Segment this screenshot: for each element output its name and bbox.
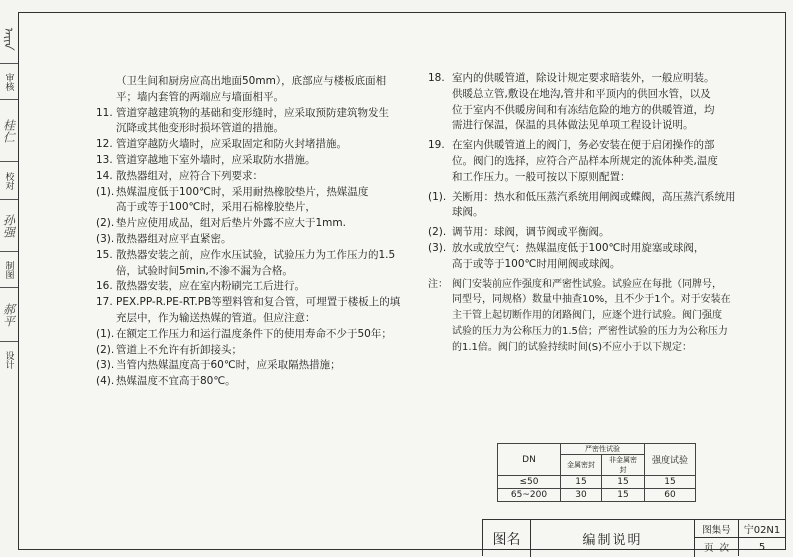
label-cell — [0, 252, 18, 288]
item-number: 18. — [428, 72, 445, 84]
item-number: (1). — [96, 185, 115, 198]
label-cell — [0, 162, 18, 200]
item-number: 17. — [96, 296, 113, 309]
text-line: 高于或等于100℃时，采用石棉橡胶垫片， — [116, 201, 316, 214]
left-column — [96, 74, 401, 390]
text-line: 平；墙内套管的两端应与墙面相平。 — [116, 90, 284, 103]
text-line: 球阀。 — [452, 206, 484, 219]
atlas-number: 宁02N1 — [739, 520, 785, 538]
item-number: (2). — [96, 217, 115, 230]
text-line: 试验的压力为公称压力的1.5倍；严密性试验的压力为公称压力 — [452, 325, 728, 337]
text-line: 主干管上起切断作用的闭路阀门，应逐个进行试验。阀门强度 — [452, 310, 722, 322]
text-line: 位于室内不供暖房间和有冻结危险的地方的供暖管道，均 — [452, 103, 715, 116]
item-number: 15. — [96, 248, 113, 261]
para-19 — [428, 138, 728, 185]
item-number: (4). — [96, 375, 115, 388]
cell-metal: 30 — [561, 489, 602, 502]
title-block — [482, 519, 786, 556]
cell-strength: 15 — [645, 476, 696, 489]
table-header-row — [498, 444, 696, 455]
sub-item-1 — [96, 327, 396, 343]
item-number: (3). — [428, 241, 447, 254]
text-line: 同型号，同规格）数量中抽查10%，且不少于1个。对于安装在 — [452, 294, 731, 306]
item-number: (2). — [96, 343, 115, 356]
item-number: 13. — [96, 153, 113, 166]
checker-signature: 桂仁 — [1, 118, 16, 143]
valve-test-table — [497, 443, 696, 502]
text-line: 和工作压力。一般可按以下原则配置： — [452, 170, 631, 183]
text-line: 管道穿越建筑物的基础和变形缝时，应采取预防建筑物发生 — [116, 106, 389, 119]
sub-item-2 — [428, 225, 728, 241]
sub-item-2 — [96, 216, 396, 232]
para-12 — [96, 137, 396, 153]
cell-nonmetal: 15 — [602, 489, 645, 502]
cell-metal: 15 — [561, 476, 602, 489]
text-line: 关断用：热水和低压蒸汽系统用闸阀或蝶阀，高压蒸汽系统用 — [452, 190, 736, 203]
text-line: 在额定工作压力和运行温度条件下的使用寿命不少于50年； — [116, 327, 392, 340]
table-row — [498, 476, 696, 489]
cell-dn: 65~200 — [498, 489, 561, 502]
para-18 — [428, 71, 728, 134]
label-cell — [0, 64, 18, 100]
item-number: (1). — [96, 327, 115, 340]
reviewer-signature: ᠠᠢᠨ — [1, 26, 16, 49]
right-column — [428, 71, 736, 356]
para-continuation — [96, 74, 396, 106]
item-number: 11. — [96, 106, 113, 119]
header-tightness: 严密性试验 — [561, 444, 645, 455]
signature-strip — [0, 12, 18, 550]
note-label: 注： — [428, 278, 448, 290]
item-number: 19. — [428, 139, 445, 152]
drawing-title: 编制说明 — [531, 520, 695, 557]
text-line: 散热器安装之前，应作水压试验，试验压力为工作压力的1.5 — [116, 248, 396, 261]
text-line: 管道穿越地下室外墙时，应采取防水措施。 — [116, 153, 316, 166]
item-number: (2). — [428, 226, 447, 239]
text-line: 阀门安装前应作强度和严密性试验。试验应在每批（同牌号， — [452, 278, 722, 290]
text-line: 管道上不允许有折卸接头； — [116, 343, 242, 356]
para-15 — [96, 248, 396, 280]
para-14 — [96, 169, 396, 185]
designer-signature: 郝平 — [1, 302, 16, 327]
text-line: 在室内供暖管道上的阀门，务必安装在便于启闭操作的部 — [452, 139, 715, 152]
drawing-name-label: 图名 — [483, 520, 531, 557]
para-13 — [96, 153, 396, 169]
text-line: 热媒温度不宜高于80℃。 — [116, 375, 236, 388]
para-17 — [96, 295, 401, 327]
cell-strength: 60 — [645, 489, 696, 502]
header-nonmetal-seal: 非金属密封 — [602, 455, 645, 476]
text-line: 的1.1倍。阀门的试验持续时间(S)不应小于以下规定： — [452, 341, 693, 353]
atlas-number-label: 图集号 — [695, 520, 739, 538]
note-paragraph — [428, 277, 731, 356]
text-line: 高于或等于100℃时用闸阀或球阀。 — [452, 257, 621, 270]
para-11 — [96, 106, 396, 138]
item-number: 12. — [96, 138, 113, 151]
signature-cell — [0, 288, 18, 342]
text-line: 管道穿越防火墙时，应采取固定和防火封堵措施。 — [116, 138, 347, 151]
label-cell — [0, 342, 18, 378]
text-line: 热媒温度低于100℃时，采用耐热橡胶垫片，热媒温度 — [116, 185, 369, 198]
sub-item-1 — [428, 190, 736, 222]
drafter-signature: 孙强 — [1, 213, 16, 238]
text-line: PEX.PP-R.PE-RT.PB等塑料管和复合管，可埋置于楼板上的填 — [116, 296, 401, 309]
sub-item-1 — [96, 185, 396, 217]
header-strength: 强度试验 — [645, 444, 696, 476]
text-line: 散热器安装，应在室内粉刷完工后进行。 — [116, 280, 305, 293]
signature-cell — [0, 12, 18, 64]
sub-item-3 — [96, 232, 396, 248]
signature-cell — [0, 200, 18, 252]
check-label: 校对 — [3, 171, 14, 190]
text-line: 放水或放空气：热媒温度低于100℃时用旋塞或球阀， — [452, 241, 705, 254]
sub-item-3 — [428, 241, 728, 273]
sub-item-2 — [96, 343, 396, 359]
cell-dn: ≤50 — [498, 476, 561, 489]
text-line: 当管内热媒温度高于60℃时，应采取隔热措施； — [116, 359, 341, 372]
item-number: (1). — [428, 190, 447, 203]
header-dn: DN — [498, 444, 561, 476]
text-line: 供暖总立管,敷设在地沟,管井和平顶内的供回水管，以及 — [452, 87, 711, 100]
text-line: 室内的供暖管道，除设计规定要求暗装外，一般应明装。 — [452, 72, 715, 84]
item-number: (3). — [96, 232, 115, 245]
text-line: 沉降或其他变形时损坏管道的措施。 — [116, 122, 284, 135]
text-line: 散热器组对，应符合下列要求： — [116, 169, 263, 182]
sub-item-4 — [96, 374, 396, 390]
design-label: 设计 — [3, 351, 14, 369]
text-line: 需进行保温，保温的具体做法见单项工程设计说明。 — [452, 119, 694, 132]
text-line: 散热器组对应平直紧密。 — [116, 232, 232, 245]
para-16 — [96, 279, 396, 295]
item-number: 16. — [96, 280, 113, 293]
page-number: 5 — [758, 541, 766, 553]
table-row — [498, 489, 696, 502]
text-line: 垫片应使用成品，组对后垫片外露不应大于1mm. — [116, 217, 346, 230]
cell-nonmetal: 15 — [602, 476, 645, 489]
text-line: 充层中，作为输送热媒的管道。但应注意： — [116, 311, 316, 324]
sub-item-3 — [96, 358, 396, 374]
item-number: 14. — [96, 169, 113, 182]
review-label: 审核 — [3, 72, 14, 91]
text-line: 倍，试验时间5min,不渗不漏为合格。 — [116, 264, 293, 277]
signature-cell — [0, 100, 18, 162]
item-number: (3). — [96, 359, 115, 372]
drafting-label: 制图 — [3, 260, 14, 279]
page-label: 页 次 — [695, 538, 739, 556]
text-line: 调节用：球阀，调节阀或平衡阀。 — [452, 226, 610, 239]
text-line: （卫生间和厨房应高出地面50mm），底部应与楼板底面相 — [116, 75, 387, 87]
text-line: 位。阀门的选择，应符合产品样本所规定的流体种类,温度 — [452, 154, 718, 167]
header-metal-seal: 金属密封 — [561, 455, 602, 476]
